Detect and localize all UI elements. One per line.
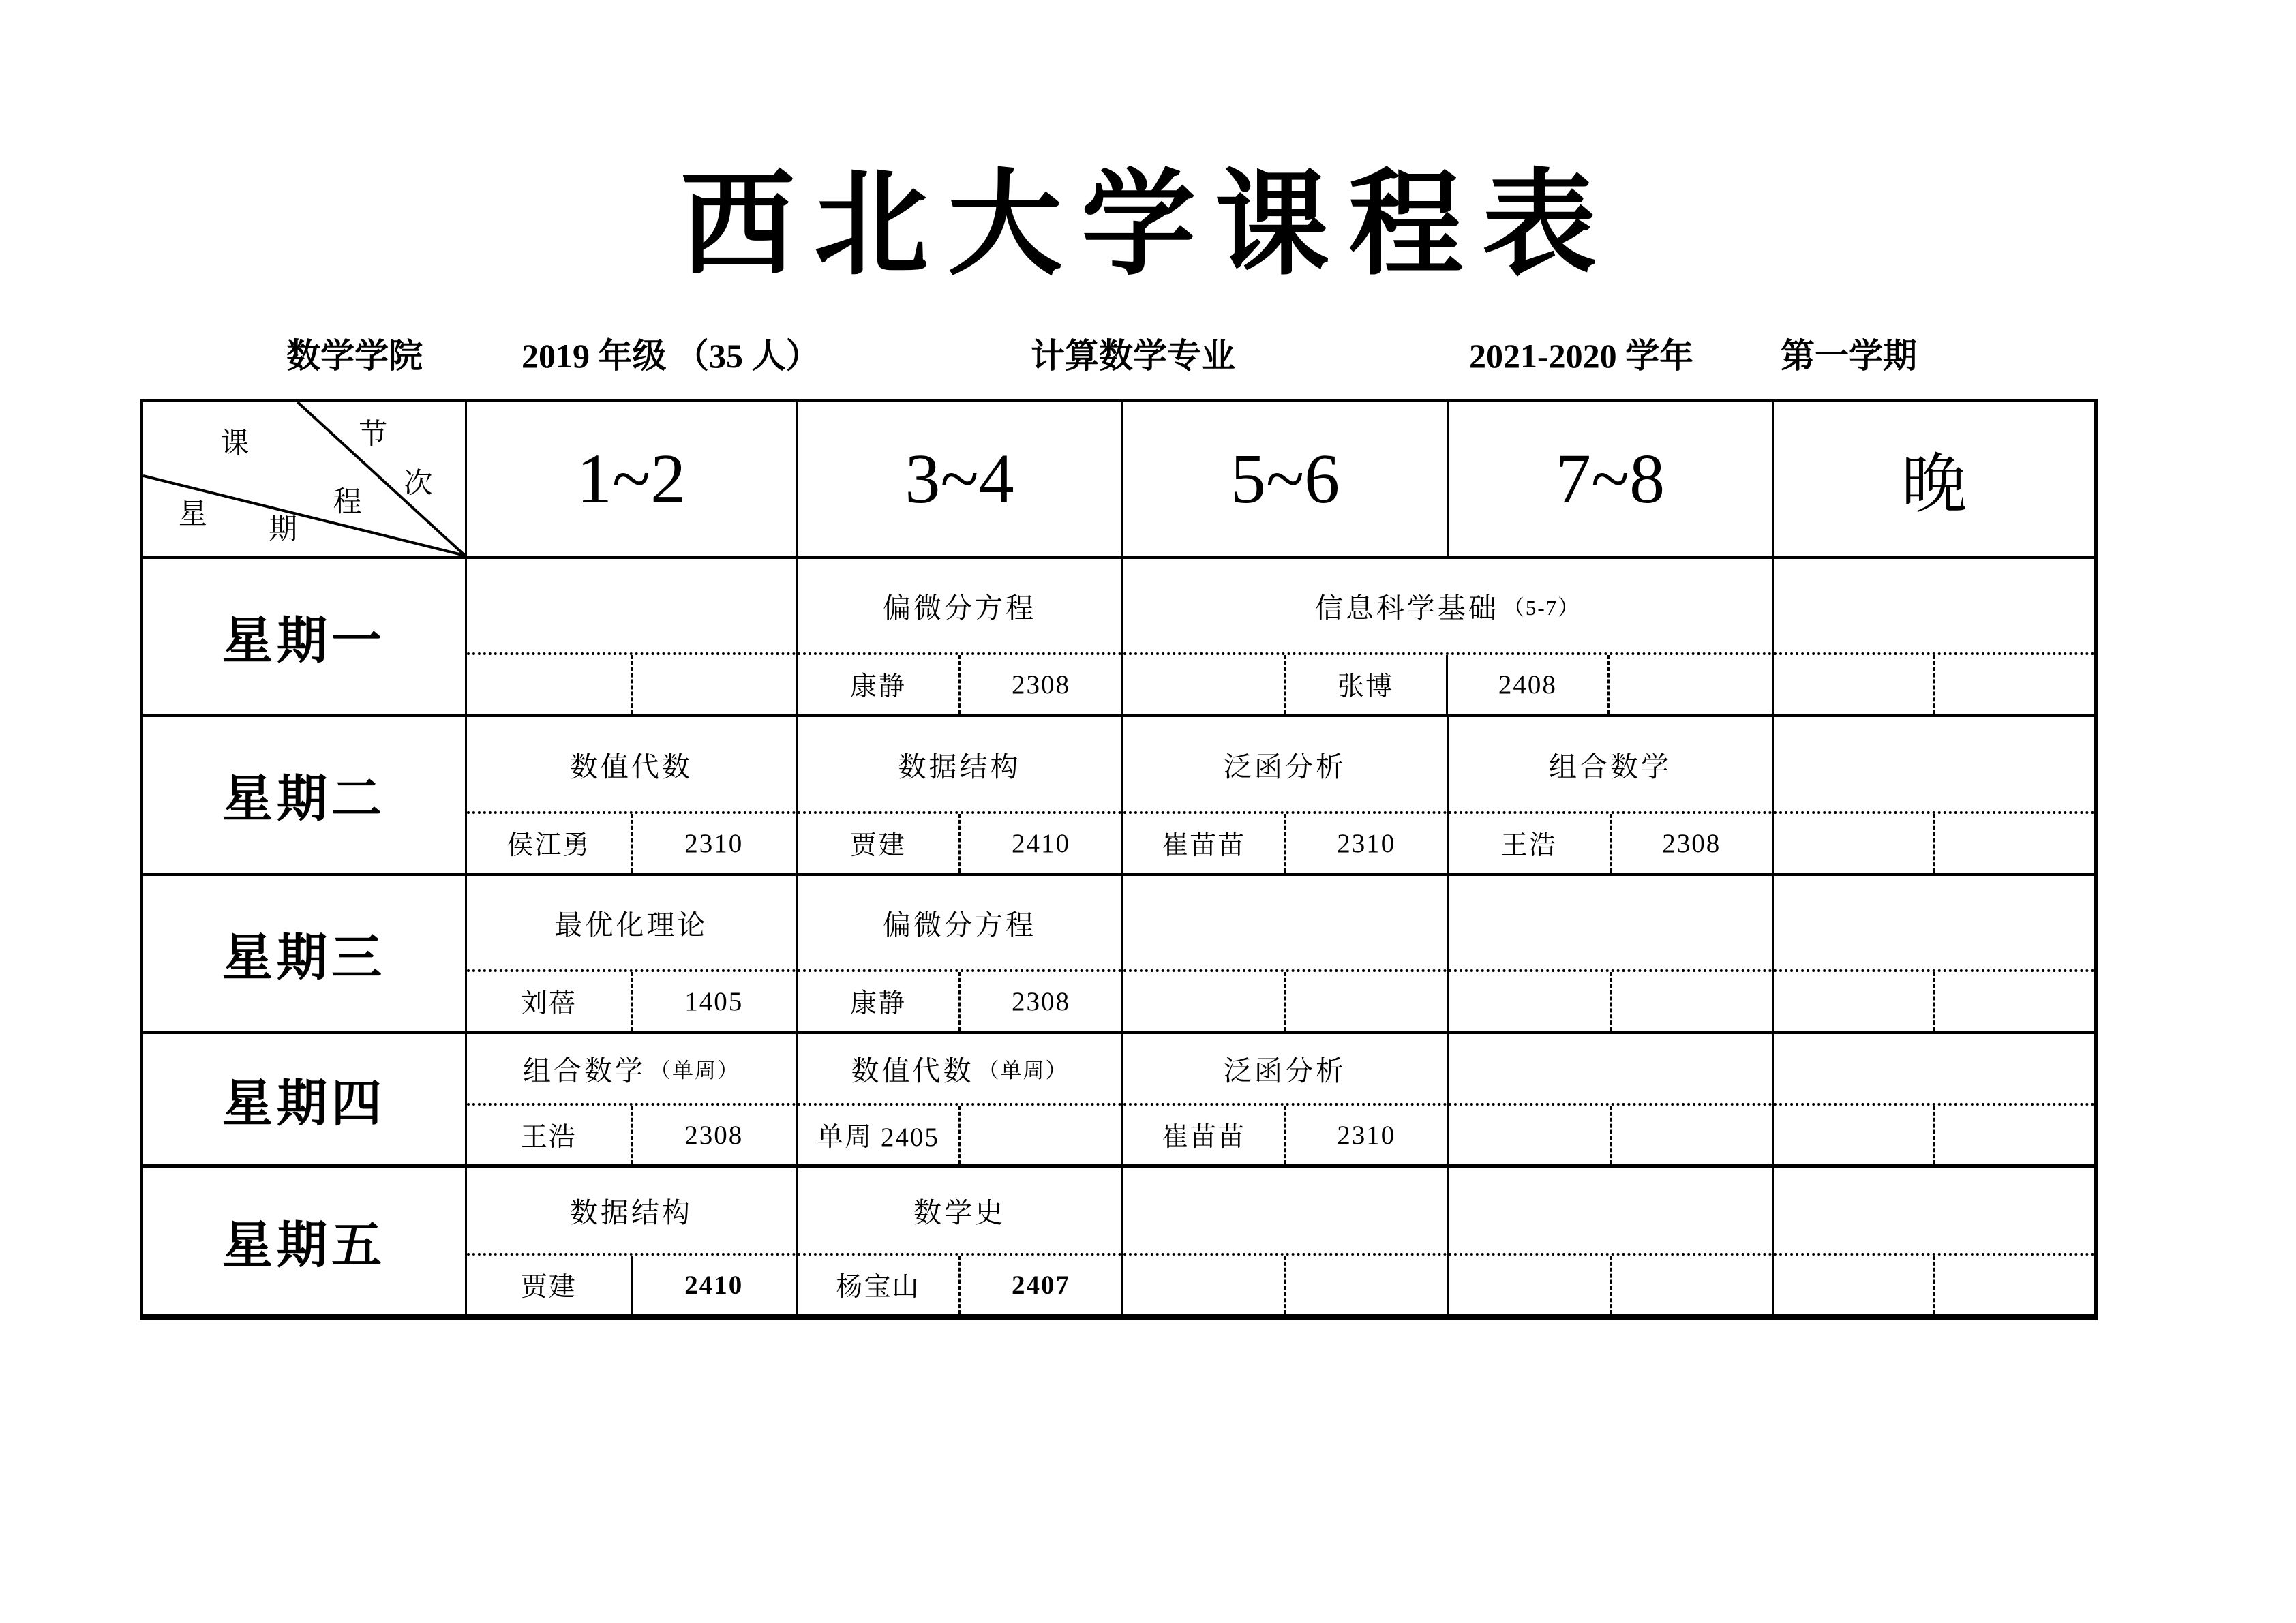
room-number: 2310 [1337, 1120, 1396, 1150]
course-name [1449, 1168, 1772, 1253]
teacher-name: 康静 [798, 972, 961, 1031]
teacher-room-row [798, 1253, 1121, 1314]
period-header-evening: 晚 [1774, 402, 2094, 559]
course-name [1774, 1034, 2094, 1103]
teacher-room-row [467, 811, 796, 873]
course-cell-thu-7-8 [1449, 1034, 1774, 1168]
course-cell-thu-5-6 [1123, 1034, 1449, 1168]
info-college: 数学学院 [286, 337, 423, 375]
teacher-name: 崔苗苗 [1123, 814, 1286, 873]
teacher-name [1449, 1256, 1612, 1314]
course-cell-tue-5-6 [1123, 717, 1449, 876]
course-cell-wed-7-8 [1449, 876, 1774, 1034]
course-cell-fri-3-4 [798, 1168, 1123, 1314]
period-header-3-4: 3~4 [798, 402, 1123, 559]
teacher-room-row [1774, 969, 2094, 1031]
teacher-name: 侯江勇 [467, 814, 633, 873]
teacher-name: 崔苗苗 [1123, 1106, 1286, 1164]
course-name [1123, 1168, 1447, 1253]
course-name: 数值代数 [570, 750, 693, 783]
info-major: 计算数学专业 [1031, 337, 1235, 375]
info-grade: 2019 年级 （35 人） [522, 337, 820, 375]
course-suffix: （单周） [650, 1059, 740, 1082]
corner-label-period-2: 次 [404, 468, 433, 500]
period-header-5-6: 5~6 [1123, 402, 1449, 559]
teacher-name: 单周 2405 [798, 1106, 961, 1164]
room-number [1286, 1256, 1447, 1314]
course-name [1774, 559, 2094, 652]
course-name [1449, 876, 1772, 969]
teacher-name: 康静 [798, 655, 961, 714]
course-cell-tue-7-8 [1449, 717, 1774, 876]
course-name: 泛函分析 [1224, 1055, 1346, 1087]
teacher-room-row [1123, 1103, 1447, 1164]
course-name [1774, 876, 2094, 969]
course-suffix: （单周） [978, 1059, 1068, 1082]
course-name: 数值代数 （单周） [798, 1034, 1121, 1103]
room-number: 2310 [1337, 828, 1396, 858]
teacher-name: 杨宝山 [798, 1256, 961, 1314]
room-number [1935, 655, 2095, 714]
course-cell-fri-evening [1774, 1168, 2094, 1314]
room-number [1935, 1106, 2095, 1164]
course-cell-tue-evening [1774, 717, 2094, 876]
room-number: 2308 [684, 1120, 744, 1150]
course-name: 组合数学 [1549, 750, 1672, 783]
room-number: 2310 [684, 828, 744, 858]
day-label-wednesday: 星期三 [143, 876, 467, 1034]
course-cell-wed-evening [1774, 876, 2094, 1034]
room-number: 2410 [684, 1270, 744, 1300]
teacher-room-row [1123, 811, 1447, 873]
teacher-name [1774, 1106, 1935, 1164]
course-name: 泛函分析 [1224, 750, 1346, 783]
teacher-room-row [1449, 1103, 1772, 1164]
teacher-name [1449, 1106, 1612, 1164]
course-cell-mon-evening [1774, 559, 2094, 717]
room-number [1612, 1106, 1772, 1164]
teacher-room-row [467, 1253, 796, 1314]
teacher-name [1774, 1256, 1935, 1314]
timetable [140, 399, 2098, 1320]
teacher-room-row [1774, 652, 2094, 714]
empty-quarter [1123, 655, 1286, 714]
teacher-name: 刘蓓 [467, 972, 633, 1031]
room-number: 2410 [1012, 828, 1070, 858]
course-name: 数据结构 [898, 750, 1021, 783]
course-name [1774, 1168, 2094, 1253]
course-name: 偏微分方程 [883, 909, 1036, 941]
course-cell-fri-7-8 [1449, 1168, 1774, 1314]
course-cell-tue-3-4 [798, 717, 1123, 876]
corner-label-course-1: 课 [220, 428, 250, 459]
period-header-1-2: 1~2 [467, 402, 798, 559]
info-year: 2021-2020 学年 [1469, 337, 1694, 375]
teacher-name [467, 655, 633, 714]
room-number: 2407 [1012, 1270, 1070, 1300]
course-cell-mon-3-4 [798, 559, 1123, 717]
teacher-room-row [798, 969, 1121, 1031]
day-label-thursday: 星期四 [143, 1034, 467, 1168]
room-number [1612, 1256, 1772, 1314]
room-number: 2308 [1012, 669, 1070, 699]
info-term: 第一学期 [1781, 337, 1917, 375]
room-number [961, 1106, 1121, 1164]
course-cell-wed-5-6 [1123, 876, 1449, 1034]
teacher-room-row [1774, 811, 2094, 873]
teacher-name: 王浩 [1449, 814, 1612, 873]
day-label-friday: 星期五 [143, 1168, 467, 1314]
teacher-name [1449, 972, 1612, 1031]
period-header-7-8: 7~8 [1449, 402, 1774, 559]
course-cell-tue-1-2 [467, 717, 798, 876]
room-number [1935, 814, 2095, 873]
room-number [1935, 1256, 2095, 1314]
teacher-name: 贾建 [798, 814, 961, 873]
teacher-room-row [798, 652, 1121, 714]
course-cell-wed-1-2 [467, 876, 798, 1034]
teacher-room-row [1774, 1253, 2094, 1314]
course-cell-thu-1-2 [467, 1034, 798, 1168]
teacher-room-row [798, 1103, 1121, 1164]
room-number [633, 655, 796, 714]
course-name: 组合数学 （单周） [467, 1034, 796, 1103]
empty-quarter [1610, 655, 1772, 714]
course-cell-wed-3-4 [798, 876, 1123, 1034]
page-title: 西北大学课程表 [680, 156, 1616, 291]
course-name: 数据结构 [570, 1197, 693, 1228]
teacher-room-row [1123, 969, 1447, 1031]
corner-label-course-2: 程 [333, 486, 362, 518]
course-name [467, 559, 796, 652]
course-name [1774, 717, 2094, 811]
course-name: 最优化理论 [554, 909, 708, 941]
teacher-room-row [467, 969, 796, 1031]
teacher-room-row [1774, 1103, 2094, 1164]
course-cell-thu-evening [1774, 1034, 2094, 1168]
teacher-name [1774, 814, 1935, 873]
day-label-monday: 星期一 [143, 559, 467, 717]
course-cell-mon-1-2 [467, 559, 798, 717]
corner-label-week-1: 星 [178, 498, 207, 530]
corner-label-period-1: 节 [359, 419, 388, 451]
room-number: 2308 [1012, 986, 1070, 1016]
course-suffix: （5-7） [1502, 596, 1581, 620]
room-number: 2408 [1448, 655, 1610, 714]
course-cell-fri-1-2 [467, 1168, 798, 1314]
teacher-name [1123, 1256, 1286, 1314]
course-name [1123, 876, 1447, 969]
course-cell-thu-3-4 [798, 1034, 1123, 1168]
room-number [1286, 972, 1447, 1031]
teacher-name [1123, 972, 1286, 1031]
teacher-name [1774, 655, 1935, 714]
corner-cell [143, 402, 467, 559]
teacher-name: 贾建 [467, 1256, 633, 1314]
teacher-room-row [1123, 652, 1772, 714]
course-name: 数学史 [913, 1197, 1006, 1228]
teacher-room-row [467, 652, 796, 714]
course-name: 偏微分方程 [883, 592, 1036, 624]
room-number: 1405 [684, 986, 744, 1016]
teacher-name [1774, 972, 1935, 1031]
teacher-room-row [1449, 811, 1772, 873]
room-number [1612, 972, 1772, 1031]
course-name: 信息科学基础 （5-7） [1123, 559, 1772, 652]
teacher-name: 王浩 [467, 1106, 633, 1164]
room-number [1935, 972, 2095, 1031]
teacher-room-row [1123, 1253, 1447, 1314]
course-name [1449, 1034, 1772, 1103]
day-label-tuesday: 星期二 [143, 717, 467, 876]
teacher-room-row [1449, 969, 1772, 1031]
teacher-name: 张博 [1286, 655, 1448, 714]
teacher-room-row [1449, 1253, 1772, 1314]
course-cell-fri-5-6 [1123, 1168, 1449, 1314]
teacher-room-row [798, 811, 1121, 873]
teacher-room-row [467, 1103, 796, 1164]
room-number: 2308 [1662, 828, 1721, 858]
course-cell-mon-5-8-merged [1123, 559, 1774, 717]
corner-label-week-2: 期 [269, 514, 298, 545]
